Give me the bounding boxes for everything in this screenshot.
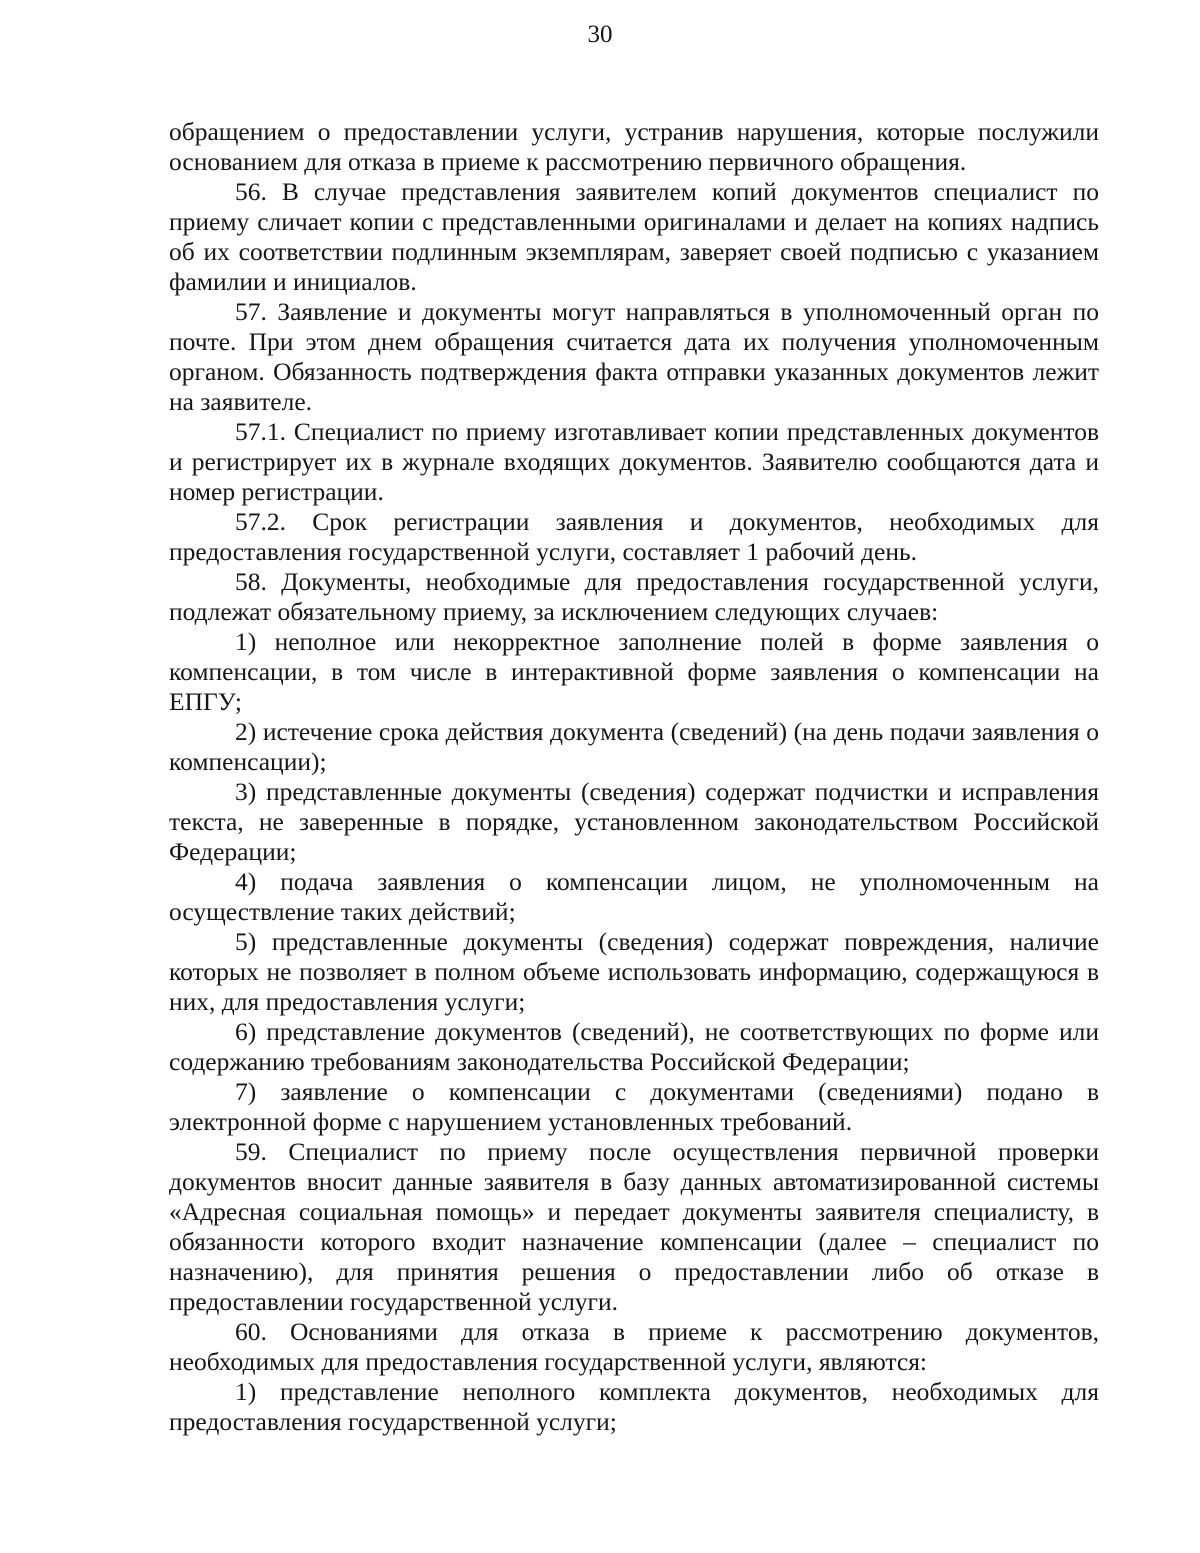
- paragraph-58-item-1: 1) неполное или некорректное заполнение полей в форме заявления о компенсации, в том числе в интерактивной форме заявления о компенсации на ЕПГУ;: [169, 627, 1099, 716]
- paragraph-57-2: 57.2. Срок регистрации заявления и документов, необходимых для предоставления государственной услуги, составляет 1 рабочий день.: [169, 507, 1099, 566]
- paragraph-59: 59. Специалист по приему после осуществления первичной проверки документов вносит данные заявителя в базу данных автоматизированной системы «Адресная социальная помощь» и передает документы заявителя специалисту, в обязанности которого входит назначение компенсации (далее – специалист по назначению), для принятия решения о предоставлении либо об отказе в предоставлении государственной услуги.: [169, 1137, 1099, 1316]
- paragraph-58: 58. Документы, необходимые для предоставления государственной услуги, подлежат обязательному приему, за исключением следующих случаев:: [169, 567, 1099, 626]
- paragraph-continuation: обращением о предоставлении услуги, устранив нарушения, которые послужили основанием для отказа в приеме к рассмотрению первичного обращения.: [169, 117, 1099, 176]
- paragraph-60: 60. Основаниями для отказа в приеме к рассмотрению документов, необходимых для предоставления государственной услуги, являются:: [169, 1317, 1099, 1376]
- paragraph-57-1: 57.1. Специалист по приему изготавливает копии представленных документов и регистрирует их в журнале входящих документов. Заявителю сообщаются дата и номер регистрации.: [169, 417, 1099, 506]
- paragraph-60-item-1: 1) представление неполного комплекта документов, необходимых для предоставления государственной услуги;: [169, 1377, 1099, 1436]
- paragraph-58-item-2: 2) истечение срока действия документа (сведений) (на день подачи заявления о компенсации);: [169, 717, 1099, 776]
- page-number: 30: [587, 21, 613, 48]
- paragraph-58-item-7: 7) заявление о компенсации с документами (сведениями) подано в электронной форме с нарушением установленных требований.: [169, 1077, 1099, 1136]
- paragraph-57: 57. Заявление и документы могут направляться в уполномоченный орган по почте. При этом днем обращения считается дата их получения уполномоченным органом. Обязанность подтверждения факта отправки указанных документов лежит на заявителе.: [169, 297, 1099, 416]
- document-body: [169, 117, 1099, 1437]
- paragraph-58-item-3: 3) представленные документы (сведения) содержат подчистки и исправления текста, не заверенные в порядке, установленном законодательством Российской Федерации;: [169, 777, 1099, 866]
- paragraph-58-item-6: 6) представление документов (сведений), не соответствующих по форме или содержанию требованиям законодательства Российской Федерации;: [169, 1017, 1099, 1076]
- paragraph-58-item-5: 5) представленные документы (сведения) содержат повреждения, наличие которых не позволяет в полном объеме использовать информацию, содержащуюся в них, для предоставления услуги;: [169, 927, 1099, 1016]
- paragraph-58-item-4: 4) подача заявления о компенсации лицом, не уполномоченным на осуществление таких действий;: [169, 867, 1099, 926]
- paragraph-56: 56. В случае представления заявителем копий документов специалист по приему сличает копии с представленными оригиналами и делает на копиях надпись об их соответствии подлинным экземплярам, заверяет своей подписью с указанием фамилии и инициалов.: [169, 177, 1099, 296]
